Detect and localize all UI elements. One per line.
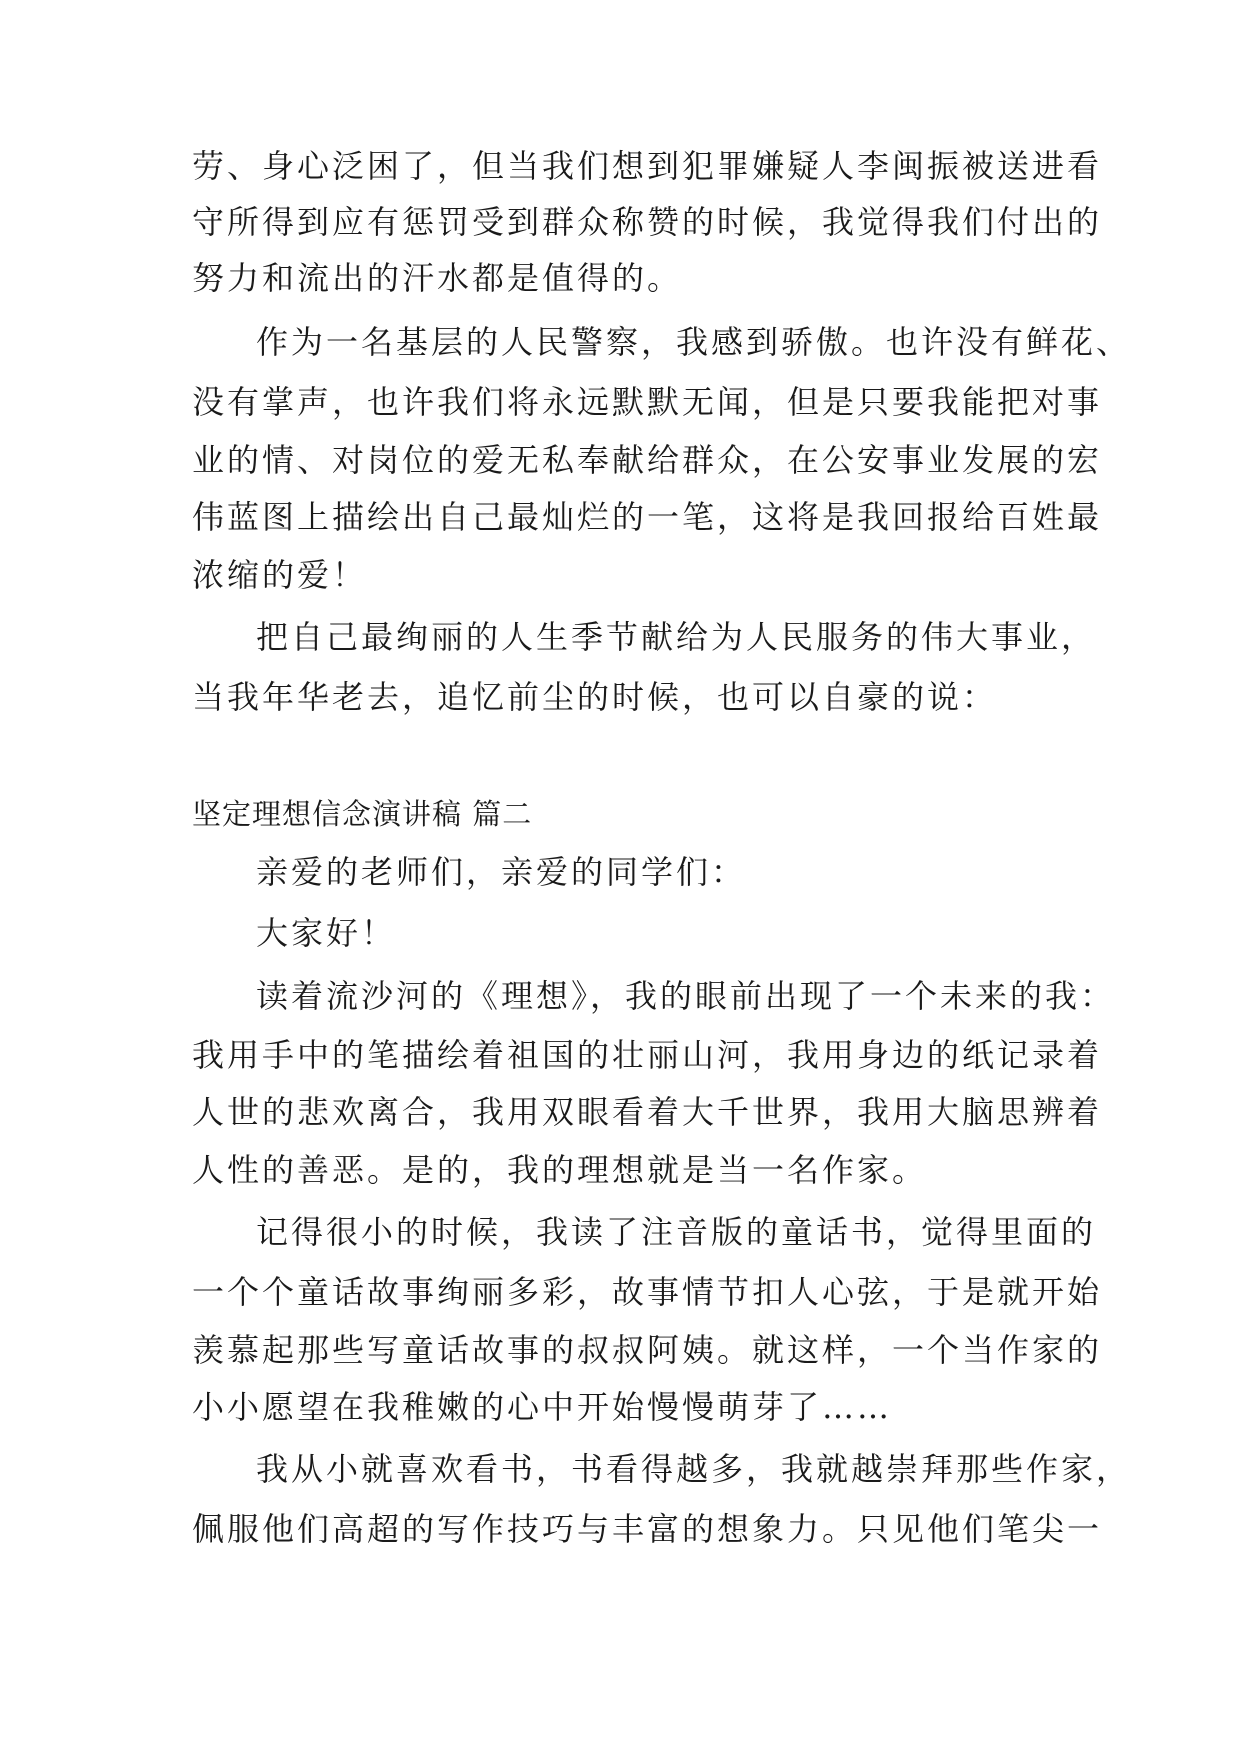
body-text-line: 一个个童话故事绚丽多彩，故事情节扣人心弦，于是就开始 — [192, 1273, 1103, 1311]
body-text-line: 我用手中的笔描绘着祖国的壮丽山河，我用身边的纸记录着 — [192, 1036, 1103, 1074]
body-text-line: 读着流沙河的《理想》，我的眼前出现了一个未来的我： — [256, 977, 1116, 1015]
body-text-line: 亲爱的老师们，亲爱的同学们： — [256, 853, 747, 891]
body-text-line: 没有掌声，也许我们将永远默默无闻，但是只要我能把对事 — [192, 383, 1103, 421]
body-text-line: 人性的善恶。是的，我的理想就是当一名作家。 — [192, 1151, 928, 1189]
body-text-line: 大家好！ — [256, 914, 397, 952]
body-text-line: 羡慕起那些写童话故事的叔叔阿姨。就这样，一个当作家的 — [192, 1331, 1103, 1369]
body-text-line: 当我年华老去，追忆前尘的时候，也可以自豪的说： — [192, 678, 998, 716]
body-text-line: 作为一名基层的人民警察，我感到骄傲。也许没有鲜花、 — [256, 323, 1132, 361]
body-text-line: 伟蓝图上描绘出自己最灿烂的一笔，这将是我回报给百姓最 — [192, 498, 1103, 536]
body-text-line: 小小愿望在我稚嫩的心中开始慢慢萌芽了…… — [192, 1388, 893, 1426]
body-text-line: 佩服他们高超的写作技巧与丰富的想象力。只见他们笔尖一 — [192, 1510, 1103, 1548]
body-text-line: 浓缩的爱！ — [192, 556, 368, 594]
section-heading: 坚定理想信念演讲稿 篇二 — [192, 797, 533, 831]
body-text-line: 我从小就喜欢看书，书看得越多，我就越崇拜那些作家， — [256, 1450, 1132, 1488]
body-text-line: 守所得到应有惩罚受到群众称赞的时候，我觉得我们付出的 — [192, 203, 1103, 241]
body-text-line: 业的情、对岗位的爱无私奉献给群众，在公安事业发展的宏 — [192, 441, 1103, 479]
body-text-line: 劳、身心泛困了，但当我们想到犯罪嫌疑人李闽振被送进看 — [192, 147, 1103, 185]
body-text-line: 努力和流出的汗水都是值得的。 — [192, 259, 683, 297]
body-text-line: 把自己最绚丽的人生季节献给为人民服务的伟大事业， — [256, 618, 1097, 656]
body-text-line: 人世的悲欢离合，我用双眼看着大千世界，我用大脑思辨着 — [192, 1093, 1103, 1131]
body-text-line: 记得很小的时候，我读了注音版的童话书，觉得里面的 — [256, 1213, 1097, 1251]
